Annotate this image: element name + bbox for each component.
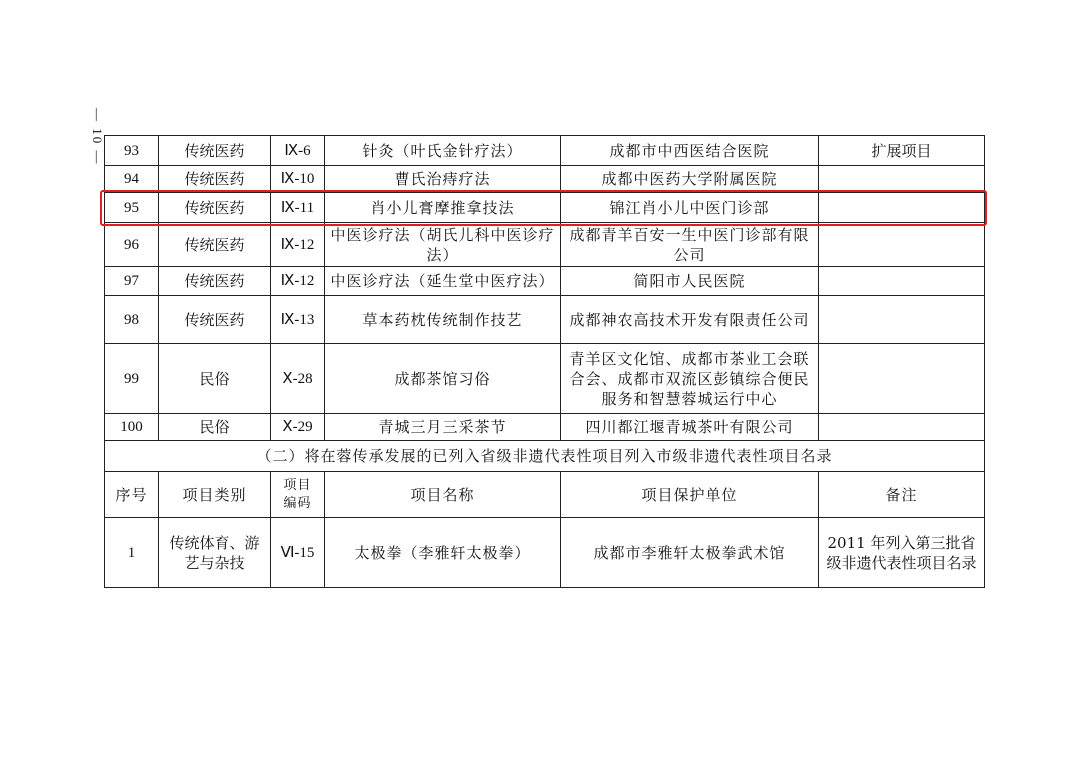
row-note: 2011 年列入第三批省级非遗代表性项目名录: [819, 518, 985, 588]
row-number: 100: [105, 414, 159, 441]
row-code: Ⅹ-29: [271, 414, 325, 441]
row-code: Ⅸ-6: [271, 136, 325, 166]
row-code: Ⅸ-11: [271, 193, 325, 223]
row-code: Ⅹ-28: [271, 344, 325, 414]
row-code: Ⅸ-10: [271, 166, 325, 193]
row-note: [819, 344, 985, 414]
row-category: 传统体育、游艺与杂技: [159, 518, 271, 588]
row-number: 93: [105, 136, 159, 166]
page-number: — 10 —: [90, 108, 105, 166]
row-category: 传统医药: [159, 193, 271, 223]
heritage-table: [104, 135, 985, 588]
table-row: [105, 414, 985, 441]
header-number: 序号: [105, 472, 159, 518]
row-category: 民俗: [159, 414, 271, 441]
row-project-name: 曹氏治痔疗法: [325, 166, 561, 193]
row-note: [819, 223, 985, 267]
table-row-highlighted: [105, 193, 985, 223]
row-note: [819, 193, 985, 223]
table-row: [105, 344, 985, 414]
row-project-name: 中医诊疗法（胡氏儿科中医诊疗法）: [325, 223, 561, 267]
section-title-row: [105, 441, 985, 472]
row-project-name: 青城三月三采茶节: [325, 414, 561, 441]
row-category: 传统医药: [159, 296, 271, 344]
table-row: [105, 223, 985, 267]
row-project-name: 太极拳（李雅轩太极拳）: [325, 518, 561, 588]
row-project-name: 针灸（叶氏金针疗法）: [325, 136, 561, 166]
row-project-name: 成都茶馆习俗: [325, 344, 561, 414]
row-category: 传统医药: [159, 223, 271, 267]
row-code: Ⅵ-15: [271, 518, 325, 588]
row-protection-unit: 成都神农高技术开发有限责任公司: [561, 296, 819, 344]
row-protection-unit: 成都市中西医结合医院: [561, 136, 819, 166]
row-code: Ⅸ-12: [271, 223, 325, 267]
row-protection-unit: 成都中医药大学附属医院: [561, 166, 819, 193]
table-row: [105, 518, 985, 588]
table-row: [105, 166, 985, 193]
row-protection-unit: 简阳市人民医院: [561, 267, 819, 296]
row-number: 98: [105, 296, 159, 344]
row-category: 传统医药: [159, 136, 271, 166]
header-code: 项目编码: [271, 472, 325, 518]
row-project-name: 草本药枕传统制作技艺: [325, 296, 561, 344]
row-note: [819, 414, 985, 441]
row-number: 99: [105, 344, 159, 414]
row-protection-unit: 青羊区文化馆、成都市茶业工会联合会、成都市双流区彭镇综合便民服务和智慧蓉城运行中心: [561, 344, 819, 414]
table-row: [105, 296, 985, 344]
row-number: 95: [105, 193, 159, 223]
row-project-name: 肖小儿膏摩推拿技法: [325, 193, 561, 223]
section-title: （二）将在蓉传承发展的已列入省级非遗代表性项目列入市级非遗代表性项目名录: [105, 441, 985, 472]
table-header-row: [105, 472, 985, 518]
row-category: 传统医药: [159, 166, 271, 193]
row-project-name: 中医诊疗法（延生堂中医疗法）: [325, 267, 561, 296]
header-protection-unit: 项目保护单位: [561, 472, 819, 518]
row-note: 扩展项目: [819, 136, 985, 166]
row-code: Ⅸ-13: [271, 296, 325, 344]
row-code: Ⅸ-12: [271, 267, 325, 296]
header-category: 项目类别: [159, 472, 271, 518]
table-row: [105, 136, 985, 166]
row-note: [819, 166, 985, 193]
header-project-name: 项目名称: [325, 472, 561, 518]
row-note: [819, 296, 985, 344]
header-note: 备注: [819, 472, 985, 518]
row-protection-unit: 成都青羊百安一生中医门诊部有限公司: [561, 223, 819, 267]
row-number: 97: [105, 267, 159, 296]
row-category: 民俗: [159, 344, 271, 414]
row-protection-unit: 四川都江堰青城茶叶有限公司: [561, 414, 819, 441]
row-number: 96: [105, 223, 159, 267]
row-number: 94: [105, 166, 159, 193]
row-number: 1: [105, 518, 159, 588]
row-protection-unit: 成都市李雅轩太极拳武术馆: [561, 518, 819, 588]
table-row: [105, 267, 985, 296]
row-protection-unit: 锦江肖小儿中医门诊部: [561, 193, 819, 223]
row-category: 传统医药: [159, 267, 271, 296]
row-note: [819, 267, 985, 296]
